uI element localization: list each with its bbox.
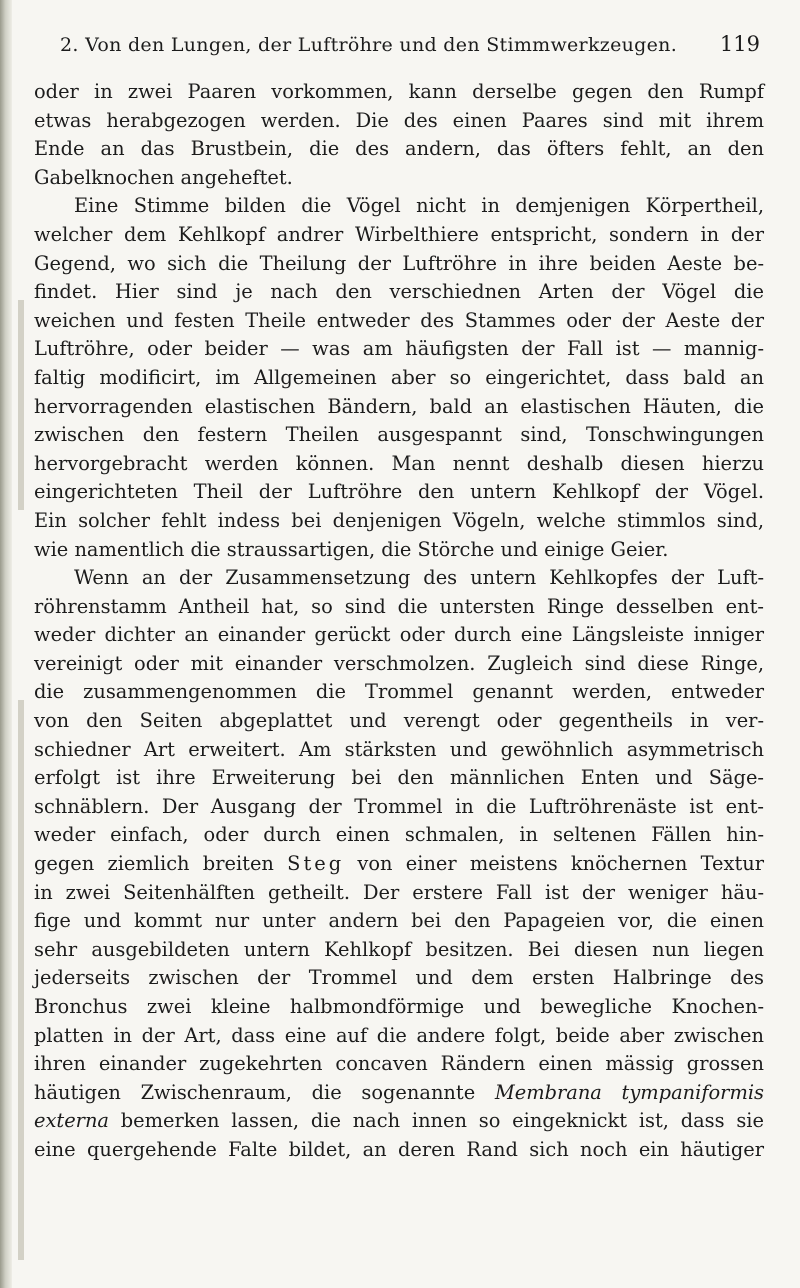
page-number: 119 — [719, 32, 760, 56]
text-line: zwischen den festern Theilen ausgespannt sind, Tonschwingungen — [34, 423, 764, 447]
text-line: eingerichteten Theil der Luftröhre den untern Kehlkopf der Vögel. — [34, 480, 764, 504]
text-line: fige und kommt nur unter andern bei den Papageien vor, die einen — [34, 909, 764, 933]
text-line: ihren einander zugekehrten concaven Rändern einen mässig grossen — [34, 1052, 764, 1076]
text-line: hervorgebracht werden können. Man nennt deshalb diesen hierzu — [34, 451, 764, 475]
text-line: sehr ausgebildeten untern Kehlkopf besitzen. Bei diesen nun liegen — [34, 937, 764, 961]
text-line: etwas herabgezogen werden. Die des einen Paares sind mit ihrem — [34, 108, 764, 132]
text-line: schnäblern. Der Ausgang der Trommel in die Luftröhrenäste ist ent- — [34, 794, 764, 818]
text-line: weder einfach, oder durch einen schmalen, in seltenen Fällen hin- — [34, 823, 764, 847]
text-line: Gabelknochen angeheftet. — [34, 165, 293, 189]
text-line: schiedner Art erweitert. Am stärksten und gewöhnlich asymmetrisch — [34, 737, 764, 761]
text-line: gegen ziemlich breiten Steg von einer meistens knöchernen Textur — [34, 852, 764, 876]
text-line: weichen und festen Theile entweder des Stammes oder der Aeste der — [34, 308, 764, 332]
text-line: von den Seiten abgeplattet und verengt oder gegentheils in ver- — [34, 709, 764, 733]
text-line: röhrenstamm Antheil hat, so sind die untersten Ringe desselben ent- — [34, 594, 764, 618]
text-line: Luftröhre, oder beider — was am häufigsten der Fall ist — mannig- — [34, 337, 764, 361]
text-line: weder dichter an einander gerückt oder durch eine Längsleiste inniger — [34, 623, 764, 647]
margin-shadow — [18, 700, 24, 1260]
text-line: oder in zwei Paaren vorkommen, kann derselbe gegen den Rumpf — [34, 80, 764, 103]
text-line: Eine Stimme bilden die Vögel nicht in demjenigen Körpertheil, — [74, 194, 764, 218]
text-line: Ende an das Brustbein, die des andern, das öfters fehlt, an den — [34, 137, 764, 161]
text-line: wie namentlich die straussartigen, die Störche und einige Geier. — [34, 537, 669, 561]
text-line: in zwei Seitenhälften getheilt. Der erstere Fall ist der weniger häu- — [34, 880, 764, 904]
text-line: Gegend, wo sich die Theilung der Luftröhre in ihre beiden Aeste be- — [34, 251, 764, 275]
text-line: Ein solcher fehlt indess bei denjenigen Vögeln, welche stimmlos sind, — [34, 508, 764, 532]
text-line: häutigen Zwischenraum, die sogenannte Membrana tympaniformis — [34, 1080, 764, 1104]
body-text — [34, 78, 764, 1165]
text-line: externa bemerken lassen, die nach innen so eingeknickt ist, dass sie — [34, 1109, 764, 1133]
running-header — [60, 34, 760, 62]
text-line: eine quergehende Falte bildet, an deren Rand sich noch ein häutiger — [34, 1137, 764, 1161]
text-line: findet. Hier sind je nach den verschiednen Arten der Vögel die — [34, 280, 764, 304]
margin-shadow — [18, 300, 24, 510]
text-line: erfolgt ist ihre Erweiterung bei den männlichen Enten und Säge- — [34, 766, 764, 790]
chapter-heading: 2. Von den Lungen, der Luftröhre und den Stimmwerkzeugen. — [60, 34, 678, 56]
text-line: vereinigt oder mit einander verschmolzen. Zugleich sind diese Ringe, — [34, 651, 764, 675]
page-binding-edge — [0, 0, 12, 1288]
text-line: Wenn an der Zusammensetzung des untern Kehlkopfes der Luft- — [74, 566, 764, 590]
text-line: Bronchus zwei kleine halbmondförmige und bewegliche Knochen- — [34, 995, 764, 1018]
text-line: die zusammengenommen die Trommel genannt werden, entweder — [34, 680, 764, 704]
text-line: hervorragenden elastischen Bändern, bald an elastischen Häuten, die — [34, 394, 764, 418]
text-line: welcher dem Kehlkopf andrer Wirbelthiere entspricht, sondern in der — [34, 222, 764, 246]
text-line: jederseits zwischen der Trommel und dem ersten Halbringe des — [34, 966, 764, 990]
text-line: faltig modificirt, im Allgemeinen aber so eingerichtet, dass bald an — [34, 365, 764, 389]
text-line: platten in der Art, dass eine auf die andere folgt, beide aber zwischen — [34, 1023, 764, 1047]
